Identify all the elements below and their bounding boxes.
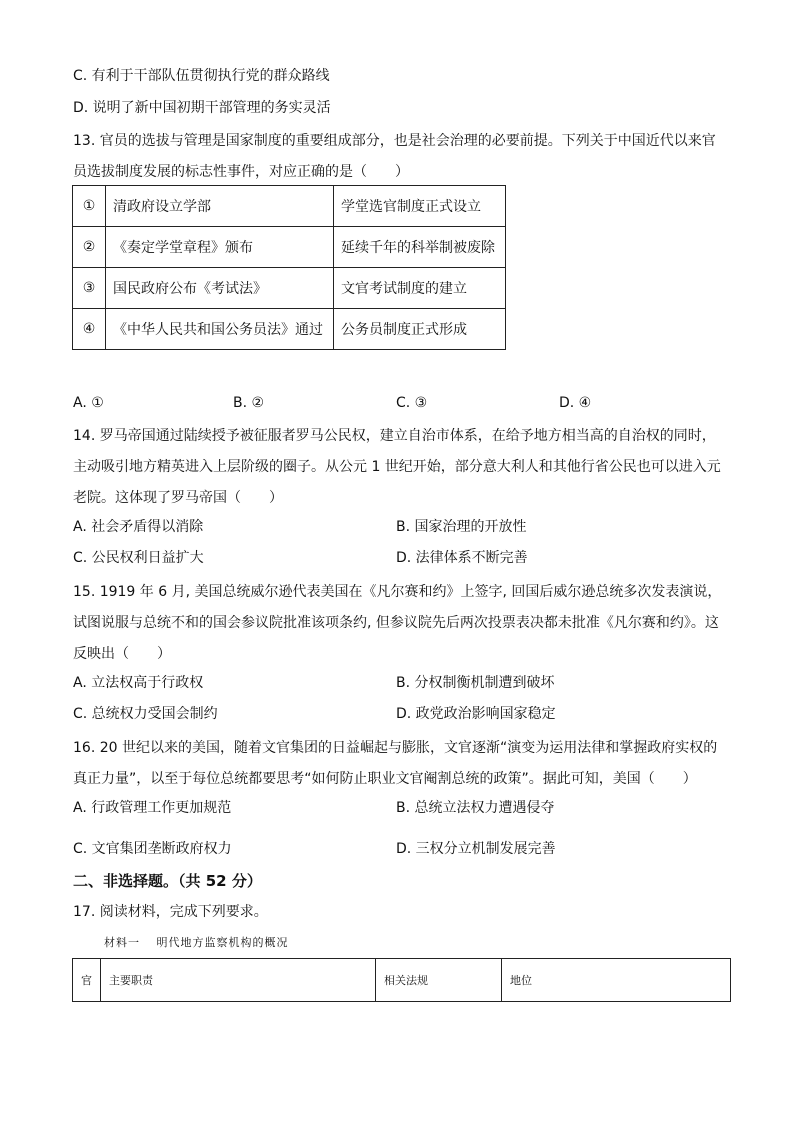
q16-option-a: A. 行政管理工作更加规范 bbox=[73, 800, 232, 816]
table-row bbox=[73, 309, 506, 350]
row-number: ① bbox=[73, 186, 106, 227]
q13-option-a: A. ① bbox=[73, 395, 104, 411]
q16-option-d: D. 三权分立机制发展完善 bbox=[396, 841, 556, 857]
row-number: ④ bbox=[73, 309, 106, 350]
q14-option-a: A. 社会矛盾得以消除 bbox=[73, 519, 204, 535]
row-number: ③ bbox=[73, 268, 106, 309]
row-event: 《中华人民共和国公务员法》通过 bbox=[106, 309, 334, 350]
q15-stem: 15. 1919 年 6 月, 美国总统威尔逊代表美国在《凡尔赛和约》上签字, 回国后威尔逊总统多次发表演说，试图说服与总统不和的国会参议院批准该项条约, 但参议院先后两次投票表决都未批准《凡尔赛和约》。这反映出（ ） bbox=[73, 584, 722, 662]
table-row bbox=[73, 268, 506, 309]
q13-option-c: C. ③ bbox=[396, 395, 428, 411]
row-result: 延续千年的科举制被废除 bbox=[334, 227, 506, 268]
q13-option-d: D. ④ bbox=[559, 395, 592, 411]
row-result: 文官考试制度的建立 bbox=[334, 268, 506, 309]
q12-option-d: D. 说明了新中国初期干部管理的务实灵活 bbox=[73, 100, 331, 116]
row-event: 《奏定学堂章程》颁布 bbox=[106, 227, 334, 268]
row-event: 清政府设立学部 bbox=[106, 186, 334, 227]
q17-table bbox=[72, 958, 731, 1002]
column-header: 主要职责 bbox=[101, 959, 376, 1002]
material-caption: 材料一 明代地方监察机构的概况 bbox=[104, 936, 289, 949]
row-number: ② bbox=[73, 227, 106, 268]
q13-option-b: B. ② bbox=[233, 395, 265, 411]
q16-option-b: B. 总统立法权力遭遇侵夺 bbox=[396, 800, 555, 816]
table-row bbox=[73, 186, 506, 227]
q14-option-b: B. 国家治理的开放性 bbox=[396, 519, 527, 535]
q15-option-d: D. 政党政治影响国家稳定 bbox=[396, 706, 556, 722]
q13-table bbox=[72, 185, 506, 350]
q12-option-c: C. 有利于干部队伍贯彻执行党的群众路线 bbox=[73, 68, 330, 84]
row-event: 国民政府公布《考试法》 bbox=[106, 268, 334, 309]
q15-option-b: B. 分权制衡机制遭到破坏 bbox=[396, 675, 555, 691]
q15-option-a: A. 立法权高于行政权 bbox=[73, 675, 204, 691]
q16-stem: 16. 20 世纪以来的美国，随着文官集团的日益崛起与膨胀，文官逐渐“演变为运用法律和掌握政府实权的真正力量”，以至于每位总统都要思考“如何防止职业文官阉割总统的政策”。据此可知，美国（ ） bbox=[73, 740, 718, 787]
section-heading: 二、非选择题。（共 52 分） bbox=[73, 872, 262, 890]
q13-stem: 13. 官员的选拔与管理是国家制度的重要组成部分，也是社会治理的必要前提。下列关于中国近代以来官员选拔制度发展的标志性事件，对应正确的是（ ） bbox=[73, 133, 716, 180]
column-header: 相关法规 bbox=[376, 959, 502, 1002]
column-header: 官 bbox=[73, 959, 101, 1002]
column-header: 地位 bbox=[502, 959, 731, 1002]
table-header-row bbox=[73, 959, 731, 1002]
q16-option-c: C. 文官集团垄断政府权力 bbox=[73, 841, 232, 857]
q14-stem: 14. 罗马帝国通过陆续授予被征服者罗马公民权，建立自治市体系，在给予地方相当高的自治权的同时，主动吸引地方精英进入上层阶级的圈子。从公元 1 世纪开始，部分意大利人和其他行省公民也可以进入元老院。这体现了罗马帝国（ ） bbox=[73, 428, 721, 506]
table-row bbox=[73, 227, 506, 268]
q14-option-c: C. 公民权利日益扩大 bbox=[73, 550, 204, 566]
row-result: 学堂选官制度正式设立 bbox=[334, 186, 506, 227]
row-result: 公务员制度正式形成 bbox=[334, 309, 506, 350]
q17-stem: 17. 阅读材料，完成下列要求。 bbox=[73, 904, 268, 920]
q14-option-d: D. 法律体系不断完善 bbox=[396, 550, 528, 566]
q15-option-c: C. 总统权力受国会制约 bbox=[73, 706, 218, 722]
